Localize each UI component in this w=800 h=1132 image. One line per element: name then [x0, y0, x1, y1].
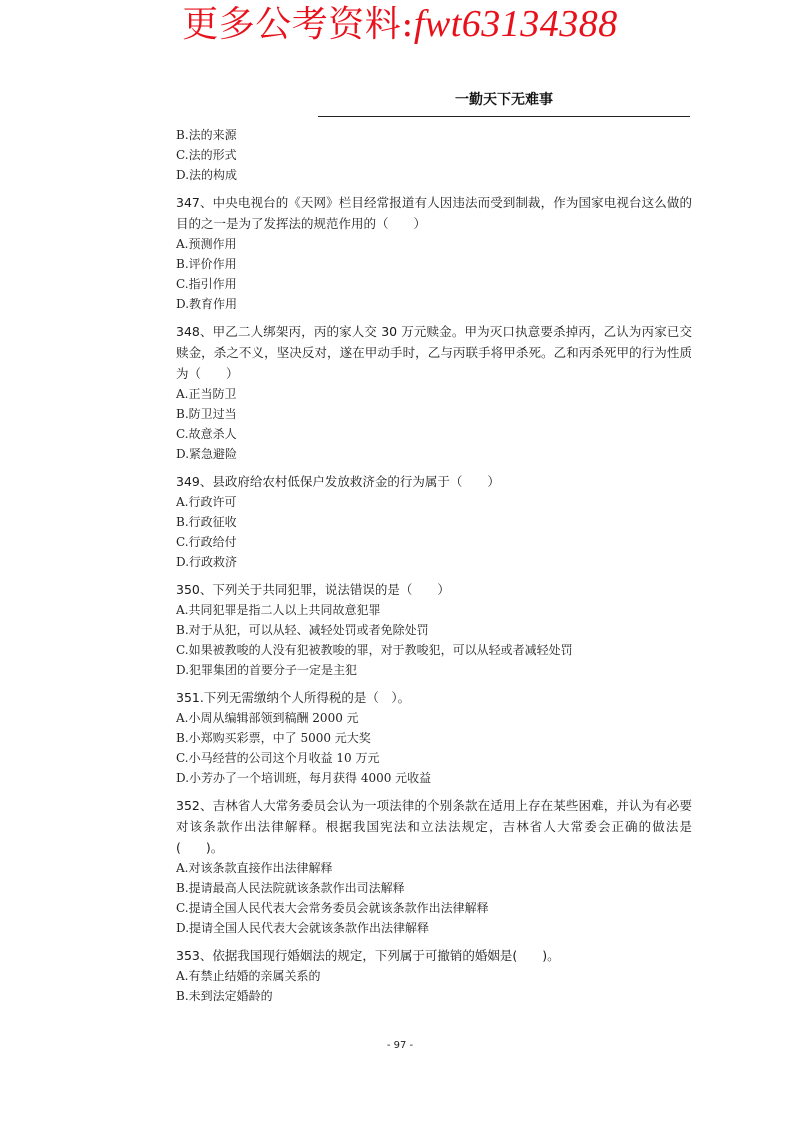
question-option: D.犯罪集团的首要分子一定是主犯 — [176, 663, 358, 677]
question-stem: 350、下列关于共同犯罪，说法错误的是（ ） — [176, 582, 450, 597]
question-option: C.指引作用 — [176, 277, 237, 291]
question-option: C.行政给付 — [176, 535, 237, 549]
watermark-prefix: 更多公考资料: — [182, 4, 414, 45]
page-number: - 97 - — [386, 1040, 414, 1051]
question-stem: 351.下列无需缴纳个人所得税的是（ ）。 — [176, 690, 411, 705]
question-option: D.教育作用 — [176, 297, 238, 311]
question-stem: 353、依据我国现行婚姻法的规定，下列属于可撤销的婚姻是( )。 — [176, 948, 560, 963]
question-349 — [176, 471, 692, 572]
question-347 — [176, 192, 692, 314]
question-option: D.提请全国人民代表大会就该条款作出法律解释 — [176, 921, 430, 935]
question-option: B.小郑购买彩票，中了 5000 元大奖 — [176, 731, 371, 745]
question-stem: 347、中央电视台的《天网》栏目经常报道有人因违法而受到制裁，作为国家电视台这么做的目的之一是为了发挥法的规范作用的（ ） — [176, 195, 692, 231]
question-option: D.紧急避险 — [176, 447, 238, 461]
question-350 — [176, 579, 692, 680]
question-option: C.故意杀人 — [176, 427, 237, 441]
question-option: B.对于从犯，可以从轻、减轻处罚或者免除处罚 — [176, 623, 429, 637]
question-option: A.小周从编辑部领到稿酬 2000 元 — [176, 711, 359, 725]
page-content — [176, 125, 692, 1006]
question-option: A.正当防卫 — [176, 387, 237, 401]
header-divider — [318, 116, 690, 117]
question-option: B.防卫过当 — [176, 407, 237, 421]
watermark-code: fwt63134388 — [413, 3, 618, 45]
question-option: A.预测作用 — [176, 237, 237, 251]
question-option: A.有禁止结婚的亲属关系的 — [176, 969, 321, 983]
question-option: C.提请全国人民代表大会常务委员会就该条款作出法律解释 — [176, 901, 489, 915]
question-option: D.行政救济 — [176, 555, 238, 569]
question-353 — [176, 945, 692, 1006]
question-option: B.评价作用 — [176, 257, 237, 271]
watermark-banner — [0, 2, 800, 47]
intro-option: B.法的来源 — [176, 128, 237, 142]
question-348 — [176, 321, 692, 464]
intro-option: D.法的构成 — [176, 168, 238, 182]
page-header-title: 一勤天下无难事 — [455, 92, 553, 108]
question-option: C.小马经营的公司这个月收益 10 万元 — [176, 751, 380, 765]
question-option: C.如果被教唆的人没有犯被教唆的罪，对于教唆犯，可以从轻或者减轻处罚 — [176, 643, 573, 657]
question-stem: 349、县政府给农村低保户发放救济金的行为属于（ ） — [176, 474, 500, 489]
question-option: D.小芳办了一个培训班，每月获得 4000 元收益 — [176, 771, 432, 785]
question-351 — [176, 687, 692, 788]
question-stem: 352、吉林省人大常务委员会认为一项法律的个别条款在适用上存在某些困难，并认为有必要对该条款作出法律解释。根据我国宪法和立法法规定，吉林省人大常委会正确的做法是( )。 — [176, 798, 692, 855]
question-option: A.对该条款直接作出法律解释 — [176, 861, 333, 875]
question-stem: 348、甲乙二人绑架丙，丙的家人交 30 万元赎金。甲为灭口执意要杀掉丙，乙认为丙家已交赎金，杀之不义，坚决反对，遂在甲动手时，乙与丙联手将甲杀死。乙和丙杀死甲的行为性质为（ ） — [176, 324, 692, 381]
question-352 — [176, 795, 692, 938]
question-option: B.提请最高人民法院就该条款作出司法解释 — [176, 881, 405, 895]
question-option: B.行政征收 — [176, 515, 237, 529]
question-option: A.行政许可 — [176, 495, 237, 509]
intro-option: C.法的形式 — [176, 148, 237, 162]
question-option: A.共同犯罪是指二人以上共同故意犯罪 — [176, 603, 381, 617]
question-option: B.未到法定婚龄的 — [176, 989, 273, 1003]
